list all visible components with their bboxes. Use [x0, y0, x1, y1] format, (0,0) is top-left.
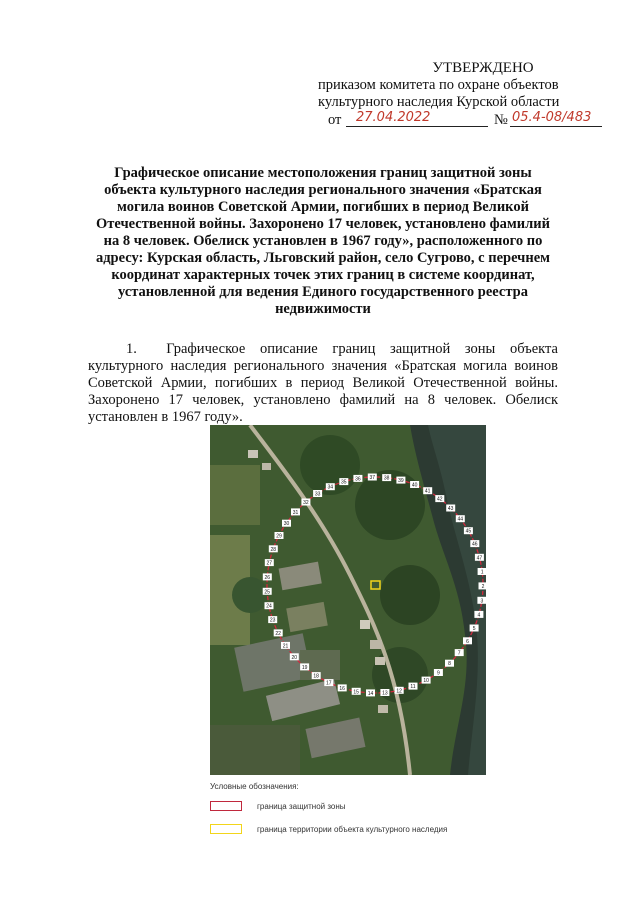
- house-1: [248, 450, 258, 458]
- point-label: 25: [264, 589, 270, 596]
- point-label: 19: [301, 664, 308, 671]
- point-label: 17: [326, 680, 332, 687]
- point-label: 18: [313, 673, 319, 680]
- aerial-map: [210, 425, 486, 775]
- point-label: 7: [457, 650, 461, 657]
- point-label: 11: [410, 684, 416, 691]
- point-label: 27: [266, 560, 273, 567]
- approval-line-1: приказом комитета по охране объектов: [318, 77, 559, 93]
- point-label: 12: [396, 688, 402, 695]
- point-label: 8: [448, 661, 451, 668]
- point-label: 43: [447, 506, 454, 512]
- point-label: 33: [314, 491, 321, 498]
- point-label: 36: [355, 476, 361, 483]
- number-handwritten: 05.4-08/483: [512, 110, 592, 125]
- point-label: 3: [480, 598, 484, 605]
- point-label: 47: [476, 555, 483, 562]
- point-label: 38: [383, 475, 390, 482]
- point-label: 44: [457, 516, 464, 523]
- point-label: 24: [266, 603, 272, 610]
- legend-label-object-territory: граница территории объекта культурного наследия: [257, 825, 448, 834]
- point-label: 23: [269, 617, 276, 624]
- document-title: Графическое описание местоположения границ защитной зоны объекта культурного наследия регионального значения «Братская могила воинов Советской Армии, погибших в период Великой Отечественной войны. Захоронено 17 человек, установлено фамилий на 8 человек. Обелиск установлен в 1967 году», расположенного по адресу: Курская область, Льговский район, село Сугрово, с перечнем координат характерных точек этих границ в системе координат, установленной для ведения Единого государственного реестра недвижимости: [95, 165, 551, 317]
- point-label: 1: [480, 569, 484, 576]
- aerial-map-svg: [210, 425, 486, 775]
- point-label: 9: [437, 670, 440, 677]
- date-underline: [346, 126, 488, 127]
- approved-heading: УТВЕРЖДЕНО: [432, 60, 534, 76]
- paragraph-text: 1. Графическое описание границ защитной зоны объекта культурного наследия регионального значения «Братская могила воинов Советской Армии, погибших в период Великой Отечественной войны. Захоронено 17 человек, установлено фамилий на 8 человек. Обелиск установлен в 1967 году».: [88, 341, 558, 425]
- legend-label-protective-zone: граница защитной зоны: [257, 802, 346, 811]
- point-label: 30: [283, 521, 290, 528]
- field-9: [210, 725, 300, 775]
- approval-block: [318, 60, 618, 132]
- field-1: [210, 465, 260, 525]
- point-label: 16: [339, 685, 345, 692]
- point-label: 4: [477, 612, 481, 619]
- point-label: 5: [472, 626, 476, 632]
- legend-title: Условные обозначения:: [210, 782, 299, 791]
- point-label: 32: [303, 500, 309, 506]
- point-label: 45: [465, 528, 472, 535]
- point-label: 10: [423, 678, 429, 685]
- point-label: 15: [353, 689, 359, 696]
- approval-line-2: культурного наследия Курской области: [318, 94, 560, 110]
- trees-5: [232, 577, 268, 613]
- date-handwritten: 27.04.2022: [356, 110, 431, 125]
- point-label: 46: [472, 541, 478, 548]
- house-5: [375, 657, 385, 665]
- section-paragraph: [88, 341, 558, 426]
- point-label: 42: [437, 496, 443, 503]
- point-label: 29: [276, 533, 282, 540]
- point-label: 37: [369, 475, 376, 481]
- number-underline: [510, 126, 602, 127]
- house-2: [262, 463, 271, 470]
- date-prefix: от: [328, 112, 342, 128]
- point-label: 14: [367, 690, 374, 697]
- point-label: 35: [341, 479, 347, 486]
- point-label: 6: [466, 638, 469, 645]
- point-label: 40: [411, 482, 418, 489]
- point-label: 2: [481, 583, 485, 590]
- house-6: [378, 705, 388, 713]
- point-label: 28: [270, 546, 277, 553]
- house-3: [360, 620, 370, 629]
- point-label: 22: [275, 630, 281, 637]
- point-label: 20: [291, 654, 298, 661]
- point-label: 41: [424, 488, 431, 495]
- house-4: [370, 640, 382, 649]
- point-label: 39: [398, 478, 404, 485]
- legend-swatch-yellow: [210, 824, 242, 834]
- trees-3: [380, 565, 440, 625]
- date-number-row: [318, 112, 618, 132]
- legend-swatch-red: [210, 801, 242, 811]
- point-label: 21: [282, 643, 289, 650]
- point-label: 31: [292, 509, 299, 516]
- number-prefix: №: [494, 112, 508, 128]
- point-label: 13: [382, 690, 388, 697]
- point-label: 34: [327, 484, 334, 491]
- point-label: 26: [264, 574, 271, 581]
